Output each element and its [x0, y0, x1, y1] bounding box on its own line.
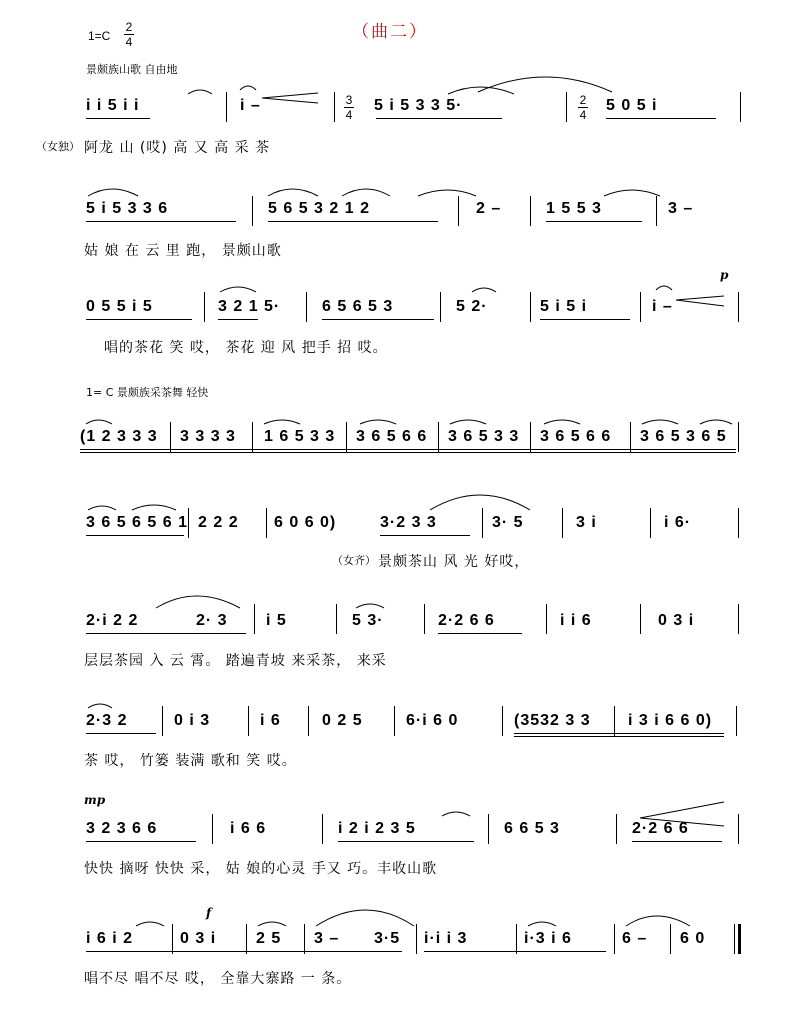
lyrics-line: 唱的茶花 笑 哎， 茶花 迎 风 把手 招 哎。 — [104, 340, 388, 356]
lyrics-line: 景颇茶山 风 光 好哎， — [378, 554, 530, 570]
slur — [88, 506, 116, 510]
measure: 3·2 3 3 — [380, 514, 437, 531]
slur — [86, 420, 112, 424]
measure: i·3 i 6 — [524, 930, 572, 947]
slur — [430, 495, 530, 510]
slur — [528, 922, 556, 926]
subtitle: 景颇族山歌 自由地 — [86, 63, 178, 76]
measure: i 6 6 — [230, 820, 267, 837]
measure: 5 2· — [456, 298, 488, 315]
measure: 6 6 5 3 — [504, 820, 560, 837]
time-change-numerator: 3 — [345, 93, 353, 107]
measure: 0 3 i — [658, 612, 695, 629]
measure: 3 6 5 3 6 5 — [640, 428, 727, 445]
measure: 3 2 1 5· — [218, 298, 281, 315]
lyrics-line: 阿龙 山 (哎) 高 又 高 采 茶 — [84, 140, 271, 156]
measure: 6 5 6 5 3 — [322, 298, 394, 315]
measure: i 2 i 2 3 5 — [338, 820, 416, 837]
measure: 3·5 — [374, 930, 401, 947]
hairpin — [676, 296, 724, 306]
slur — [626, 916, 690, 926]
slur — [442, 812, 470, 816]
measure: 2 – — [476, 200, 502, 217]
measure: i i 5 i i — [86, 97, 140, 114]
fermata — [240, 86, 256, 90]
measure: 5 i 5 i — [540, 298, 588, 315]
measure: 1 5 5 3 — [546, 200, 602, 217]
measure: 3 6 5 6 5 6 1 — [86, 514, 188, 531]
measure: 3 i — [576, 514, 597, 531]
measure: i 6· — [664, 514, 692, 531]
measure: 1 6 5 3 3 — [264, 428, 336, 445]
slur — [258, 922, 286, 926]
measure: i·i i 3 — [424, 930, 468, 947]
lyrics-line: 快快 摘呀 快快 采， 姑 娘的心灵 手又 巧。丰收山歌 — [84, 861, 438, 877]
slur — [472, 288, 496, 292]
dynamic-f: f — [206, 906, 212, 920]
measure: i – — [652, 298, 673, 315]
slur — [188, 90, 212, 94]
measure: 2·i 2 2 — [86, 612, 139, 629]
slur — [418, 190, 476, 196]
singer-chorus: （女齐） — [332, 554, 376, 567]
fermata — [656, 286, 672, 290]
measure: 3 – — [668, 200, 694, 217]
slur — [316, 910, 414, 926]
measure: 6 – — [622, 930, 648, 947]
key-signature: 1=C — [88, 29, 111, 43]
slur — [88, 189, 138, 196]
measure: 3 6 5 6 6 — [540, 428, 612, 445]
slur — [360, 420, 396, 424]
slur — [642, 420, 678, 424]
measure: 2·3 2 — [86, 712, 128, 729]
hairpin — [262, 93, 318, 103]
measure: 2·2 6 6 — [632, 820, 689, 837]
measure: 5 i 5 3 3 5· — [374, 97, 463, 114]
measure: 3 – — [314, 930, 340, 947]
section-header: 1= C 景颇族采茶舞 轻快 — [86, 386, 209, 399]
time-change-numerator: 2 — [579, 93, 587, 107]
lyrics-line: 茶 哎， 竹篓 装满 歌和 笑 哎。 — [84, 753, 297, 769]
measure: i 3 i 6 6 0) — [628, 712, 713, 729]
measure: 6·i 6 0 — [406, 712, 459, 729]
singer-solo: （女独） — [36, 140, 80, 153]
dynamic-p: p — [720, 268, 729, 282]
time-change-denominator: 4 — [579, 108, 587, 122]
measure: 5 3· — [352, 612, 384, 629]
time-sig-numerator: 2 — [125, 20, 133, 34]
slur — [88, 704, 112, 708]
lyrics-line: 姑 娘 在 云 里 跑， 景颇山歌 — [84, 243, 282, 259]
lyrics-line: 层层茶园 入 云 霄。 踏遍青坡 来采茶， 来采 — [84, 653, 387, 669]
slur — [356, 604, 384, 608]
slur — [478, 77, 612, 92]
measure: 0 2 5 — [322, 712, 363, 729]
measure: 0 i 3 — [174, 712, 211, 729]
measure: 5 i 5 3 3 6 — [86, 200, 169, 217]
measure: 6 0 6 0) — [274, 514, 337, 531]
dynamic-mp: mp — [84, 793, 106, 807]
measure: 6 0 — [680, 930, 706, 947]
measure: i – — [240, 97, 261, 114]
measure: i 6 — [260, 712, 281, 729]
slur — [544, 420, 580, 424]
measure: 2·2 6 6 — [438, 612, 495, 629]
slur — [450, 420, 486, 424]
measure: 3 6 5 3 3 — [448, 428, 520, 445]
time-change-denominator: 4 — [345, 108, 353, 122]
measure: 2 2 2 — [198, 514, 239, 531]
slur — [264, 420, 300, 424]
hairpin — [640, 802, 724, 826]
time-sig-denominator: 4 — [125, 35, 133, 49]
lyrics-line: 唱不尽 唱不尽 哎， 全靠大寨路 一 条。 — [84, 971, 352, 987]
slur — [604, 190, 660, 196]
measure: 0 5 5 i 5 — [86, 298, 153, 315]
measure: 2 5 — [256, 930, 282, 947]
measure: 5 0 5 i — [606, 97, 658, 114]
slur — [156, 596, 240, 608]
measure: 0 3 i — [180, 930, 217, 947]
measure: i 6 i 2 — [86, 930, 134, 947]
measure: 3 3 3 3 — [180, 428, 236, 445]
page-title: （曲二） — [352, 22, 428, 42]
slur — [342, 189, 390, 196]
measure: 2· 3 — [196, 612, 228, 629]
measure: i 5 — [266, 612, 287, 629]
slur — [136, 922, 164, 926]
slur — [132, 505, 176, 510]
slur — [268, 189, 318, 196]
measure: (1 2 3 3 3 — [80, 428, 158, 445]
slur — [700, 420, 732, 424]
slur — [220, 287, 256, 292]
measure: 5 6 5 3 2 1 2 — [268, 200, 370, 217]
measure: 3 6 5 6 6 — [356, 428, 428, 445]
measure: 3· 5 — [492, 514, 524, 531]
measure: 3 2 3 6 6 — [86, 820, 158, 837]
measure: i i 6 — [560, 612, 592, 629]
measure: (3532 3 3 — [514, 712, 591, 729]
